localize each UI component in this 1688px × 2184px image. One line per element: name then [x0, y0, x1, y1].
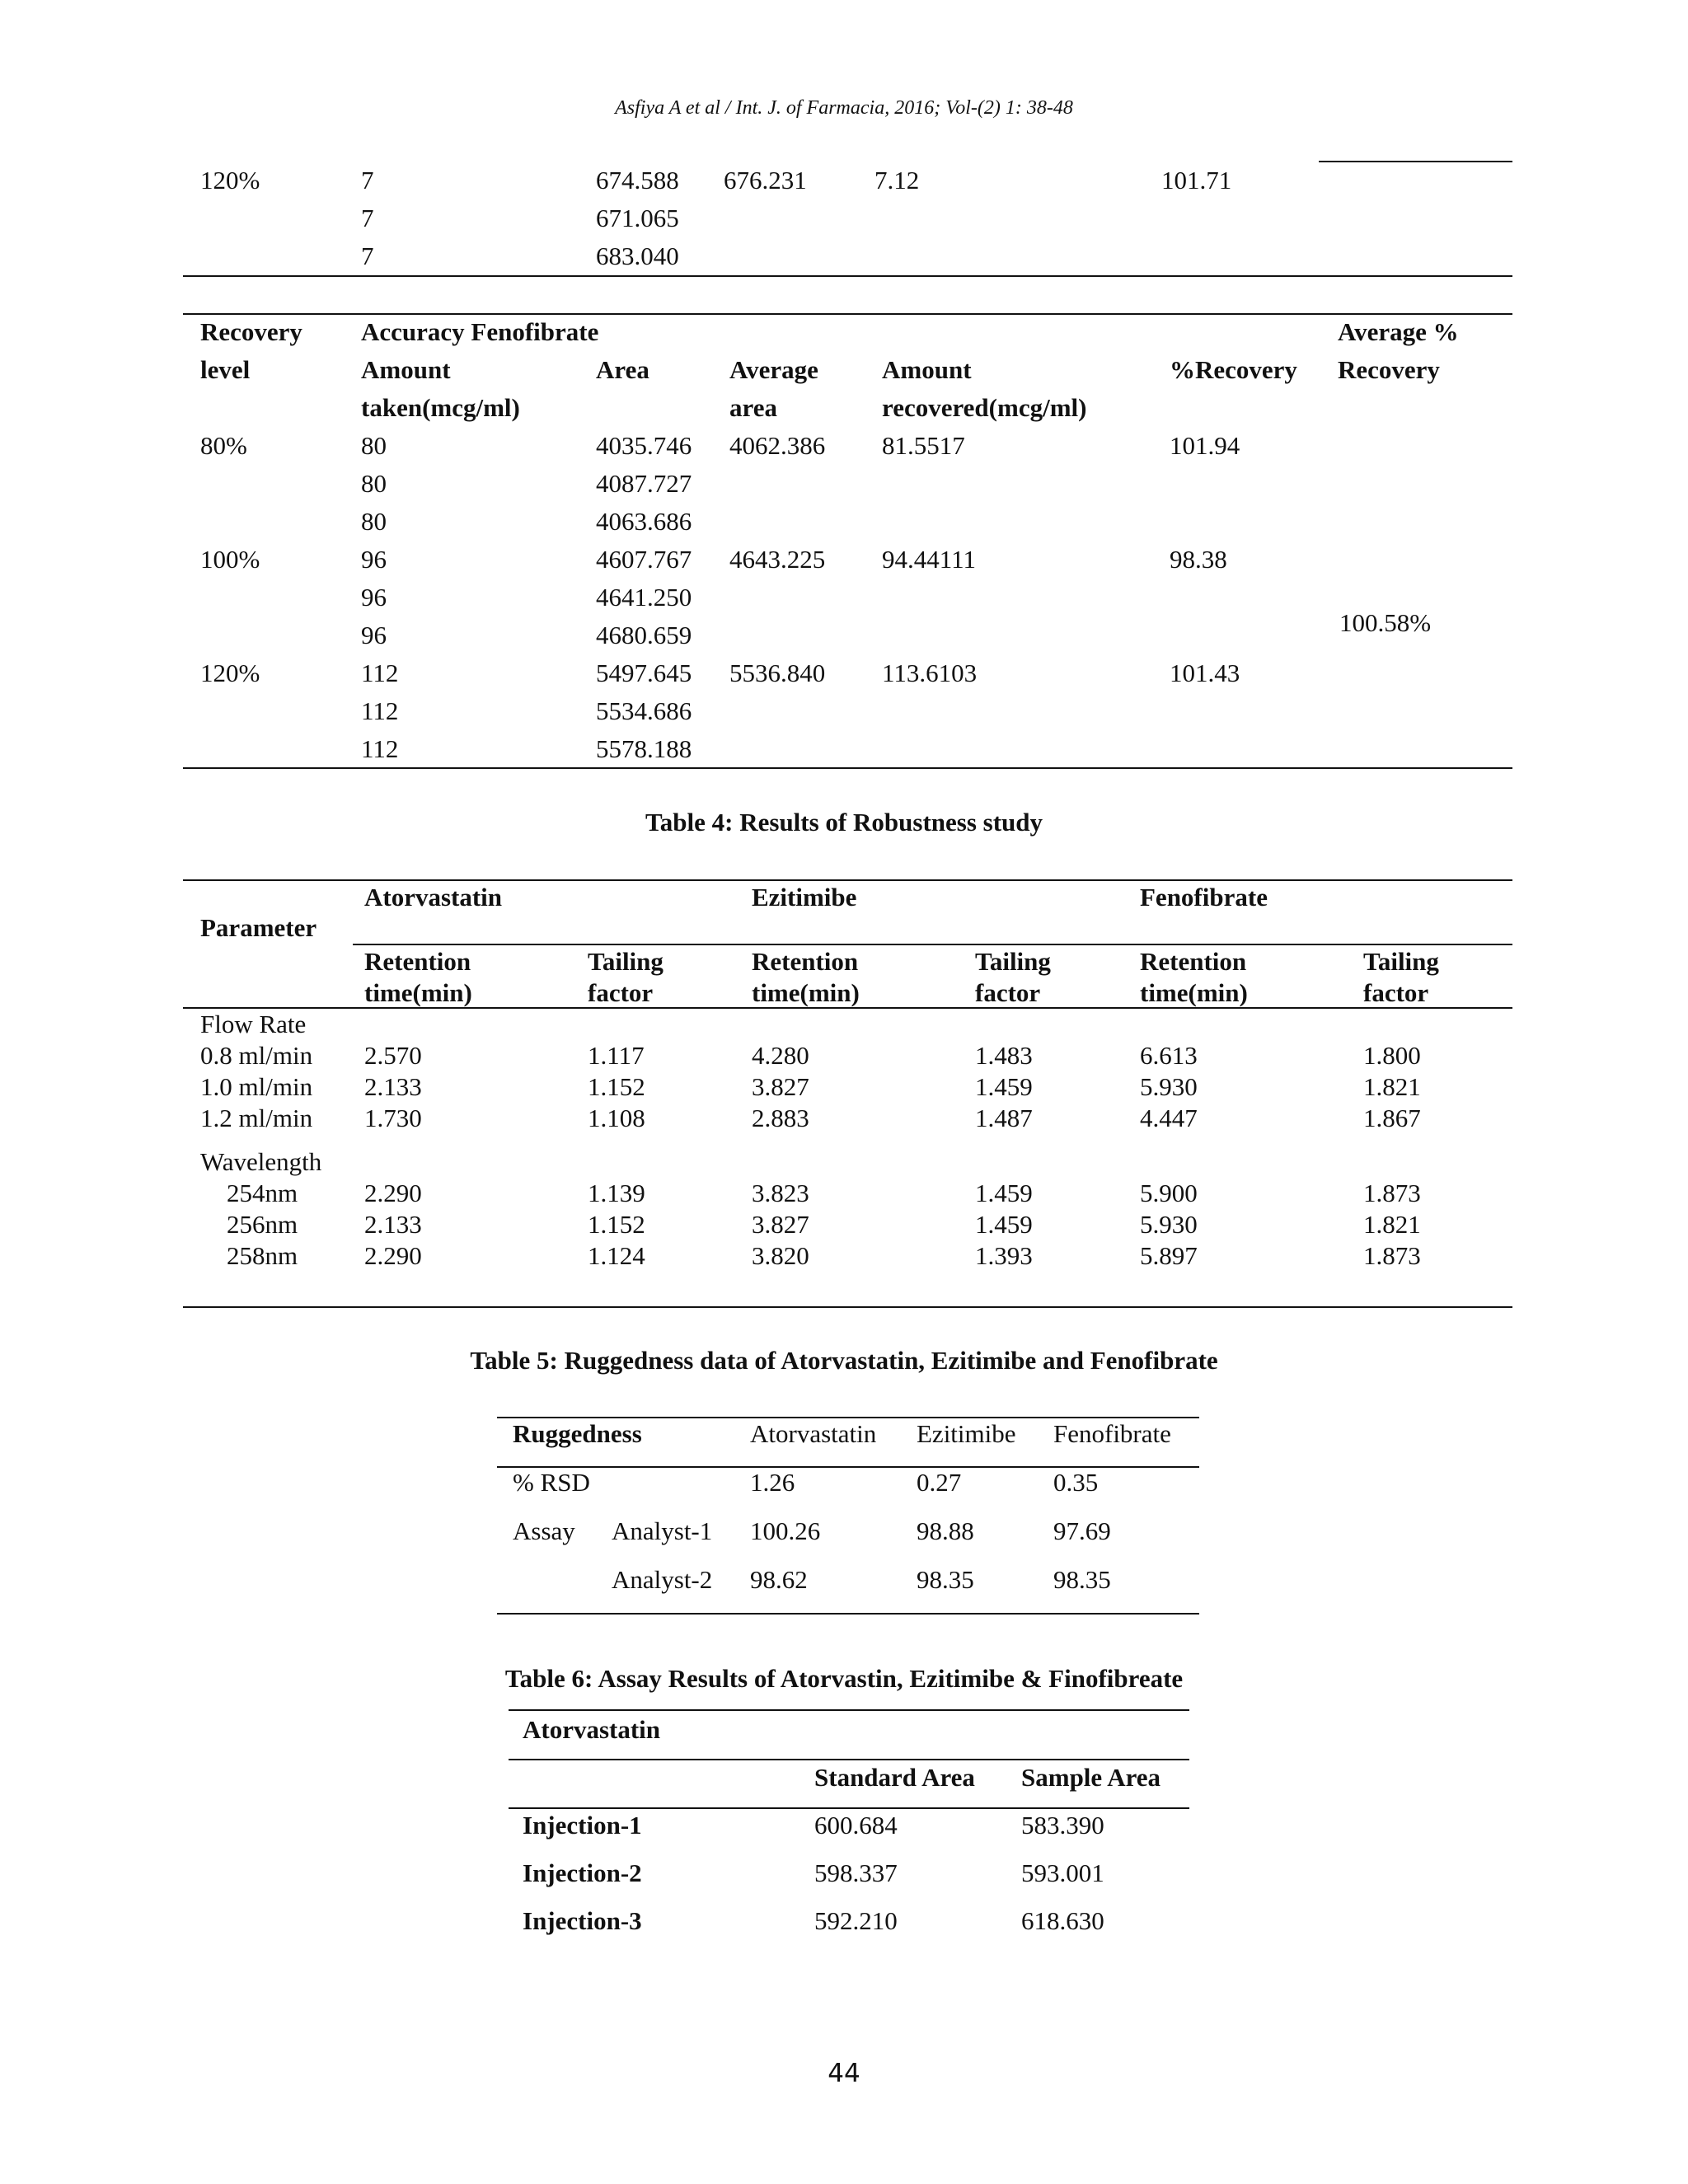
table-cell: 101.43: [1170, 658, 1240, 687]
table-cell: [200, 692, 361, 730]
table-row: [200, 1104, 1512, 1135]
header-recovery-2: Recovery: [1338, 355, 1440, 384]
table-cell: [1161, 237, 1310, 275]
table-cell: 1.139: [588, 1179, 645, 1207]
table-cell: 4.280: [752, 1041, 809, 1070]
table-cell: [882, 465, 1170, 503]
table-cell: Injection-2: [523, 1858, 642, 1887]
header-accuracy-fenofibrate: Accuracy Fenofibrate: [361, 317, 599, 346]
table-cell: 1.0 ml/min: [200, 1072, 313, 1101]
rule-table4-bottom: [183, 1306, 1512, 1308]
table-cell: 98.35: [917, 1565, 974, 1594]
table-row: [200, 692, 1503, 730]
table-cell: 4680.659: [596, 621, 692, 649]
table-cell: 3.827: [752, 1210, 809, 1239]
table-cell: [882, 503, 1170, 541]
table-cell: 598.337: [814, 1858, 898, 1887]
table-cell: 5536.840: [729, 658, 826, 687]
table-cell: 5.900: [1140, 1179, 1198, 1207]
table-cell: [874, 237, 1161, 275]
table-cell: 0.35: [1053, 1468, 1099, 1497]
table-cell: 1.821: [1363, 1072, 1421, 1101]
table-row: [200, 503, 1503, 541]
table-cell: 4062.386: [729, 431, 826, 460]
table-cell: 0.27: [917, 1468, 962, 1497]
table-cell: 1.873: [1363, 1179, 1421, 1207]
header-average-pct: Average %: [1338, 317, 1459, 346]
table6-group-atorvastatin: Atorvastatin: [523, 1715, 661, 1744]
table-cell: [1170, 730, 1338, 768]
table-cell: 112: [361, 696, 399, 725]
header-amount-recovered: Amount: [882, 355, 972, 384]
table-cell: [724, 237, 874, 275]
table-cell: [729, 579, 882, 616]
table-cell: [874, 199, 1161, 237]
rule-accuracy-bottom: [183, 767, 1512, 769]
table-cell: 113.6103: [882, 658, 978, 687]
table4-group-flow-rate: Flow Rate: [200, 1010, 307, 1038]
table-cell: 4607.767: [596, 545, 692, 574]
table-cell: 1.124: [588, 1241, 645, 1270]
header-average: Average: [729, 355, 818, 384]
table-cell: 676.231: [724, 166, 807, 194]
table-cell: [1170, 579, 1338, 616]
table-cell: 2.290: [364, 1241, 422, 1270]
table-cell: 81.5517: [882, 431, 965, 460]
table-cell: 2.133: [364, 1210, 422, 1239]
table-cell: 1.459: [975, 1072, 1033, 1101]
table-cell: 80: [361, 469, 387, 498]
table-row: [523, 1897, 1186, 1945]
table-row: [200, 1179, 1512, 1210]
table-cell: 96: [361, 583, 387, 612]
header-avg-area: area: [729, 393, 777, 422]
table-cell: 94.44111: [882, 545, 976, 574]
table-cell: 80%: [200, 431, 247, 460]
rule-table4-top: [183, 879, 1512, 881]
rule-table6-group-bottom: [509, 1759, 1189, 1760]
table-cell: 258nm: [227, 1241, 298, 1270]
table-cell: [200, 730, 361, 768]
table-cell: 96: [361, 545, 387, 574]
table-cell: 7.12: [874, 166, 920, 194]
table-cell: [200, 237, 361, 275]
table5-header-atorvastatin: Atorvastatin: [750, 1419, 877, 1448]
table6-header-sample-area: Sample Area: [1021, 1763, 1161, 1792]
table-cell: [729, 616, 882, 654]
table-cell: 254nm: [227, 1179, 298, 1207]
table-cell: 4035.746: [596, 431, 692, 460]
table-cell: [729, 465, 882, 503]
table-cell: 1.483: [975, 1041, 1033, 1070]
table-cell: 1.800: [1363, 1041, 1421, 1070]
table-cell: 5497.645: [596, 658, 692, 687]
table-row: [513, 1507, 1202, 1555]
table-row: [200, 1072, 1512, 1104]
table4-group-wavelength: Wavelength: [200, 1147, 322, 1176]
table-cell: 1.873: [1363, 1241, 1421, 1270]
table-cell: 7: [361, 204, 374, 232]
table-cell: 1.108: [588, 1104, 645, 1132]
table-cell: 1.821: [1363, 1210, 1421, 1239]
table-cell: 1.26: [750, 1468, 795, 1497]
table-cell: 2.883: [752, 1104, 809, 1132]
table-cell: Injection-1: [523, 1811, 642, 1840]
table5-header-ezitimibe: Ezitimibe: [917, 1419, 1016, 1448]
table-row: [200, 162, 1310, 199]
table4-header-tailing-fenofibrate: Tailing factor: [1363, 947, 1439, 1007]
table-cell: 1.393: [975, 1241, 1033, 1270]
table-row: [200, 199, 1310, 237]
table-cell: [882, 616, 1170, 654]
header-recovered: recovered(mcg/ml): [882, 393, 1087, 422]
table-row: [200, 237, 1310, 275]
table-cell: [1170, 465, 1338, 503]
table6: [523, 1706, 1186, 1945]
table-cell: 120%: [200, 166, 260, 194]
table-cell: 100.26: [750, 1516, 821, 1545]
table-cell: 593.001: [1021, 1858, 1104, 1887]
table-cell: 120%: [200, 658, 260, 687]
table-row: [200, 579, 1503, 616]
table-cell: 5.930: [1140, 1210, 1198, 1239]
table-cell: 98.62: [750, 1565, 808, 1594]
rule-table5-bottom: [497, 1613, 1199, 1615]
table-row: [200, 616, 1503, 654]
table-cell: 1.459: [975, 1210, 1033, 1239]
table5-caption: Table 5: Ruggedness data of Atorvastatin, Ezitimibe and Fenofibrate: [470, 1346, 1218, 1375]
header-amount: Amount: [361, 355, 451, 384]
table-cell: [1161, 199, 1310, 237]
table-row: [200, 427, 1503, 465]
continuation-table: [200, 162, 1310, 275]
table-cell: 583.390: [1021, 1811, 1104, 1840]
table-cell: 3.820: [752, 1241, 809, 1270]
table-cell: 2.290: [364, 1179, 422, 1207]
table-cell: 101.94: [1170, 431, 1240, 460]
table5-header-ruggedness: Ruggedness: [513, 1419, 642, 1448]
table-cell: 1.2 ml/min: [200, 1104, 313, 1132]
running-header: Asfiya A et al / Int. J. of Farmacia, 2016; Vol-(2) 1: 38-48: [615, 97, 1073, 119]
table-row: [200, 465, 1503, 503]
table-cell: 592.210: [814, 1906, 898, 1935]
table4-header-atorvastatin: Atorvastatin: [364, 883, 503, 912]
table-cell: 4087.727: [596, 469, 692, 498]
table-cell: 98.35: [1053, 1565, 1111, 1594]
header-area: Area: [596, 355, 649, 384]
table-cell: 100%: [200, 545, 260, 574]
table-cell: [729, 503, 882, 541]
table-row: [200, 654, 1503, 692]
table-cell: 5578.188: [596, 734, 692, 763]
table-cell: 618.630: [1021, 1906, 1104, 1935]
table5: [513, 1409, 1202, 1604]
table4-wavelength-rows: [200, 1179, 1512, 1272]
table-cell: 5534.686: [596, 696, 692, 725]
table-row: [200, 1210, 1512, 1241]
table-row: [200, 1241, 1512, 1272]
table-row: [200, 1041, 1512, 1072]
table4-header-parameter: Parameter: [200, 913, 317, 942]
table-cell: 97.69: [1053, 1516, 1111, 1545]
table-cell: [882, 692, 1170, 730]
table4-flow-rows: [200, 1041, 1512, 1135]
table-cell: 112: [361, 734, 399, 763]
header-recovery: Recovery: [200, 317, 302, 346]
table-cell: 2.133: [364, 1072, 422, 1101]
table-cell: 0.8 ml/min: [200, 1041, 313, 1070]
table-cell: 80: [361, 507, 387, 536]
table-cell: 3.827: [752, 1072, 809, 1101]
table-cell: [729, 730, 882, 768]
table-cell: 7: [361, 166, 374, 194]
table-row: [523, 1849, 1186, 1897]
table-cell: 80: [361, 431, 387, 460]
table-cell: 1.487: [975, 1104, 1033, 1132]
table4-header-fenofibrate: Fenofibrate: [1140, 883, 1268, 912]
rule-continuation-top: [1319, 161, 1512, 162]
table-row: [200, 541, 1503, 579]
rule-table4-header-bottom: [183, 1007, 1512, 1009]
table-cell: 3.823: [752, 1179, 809, 1207]
table-cell: 674.588: [596, 166, 679, 194]
table-cell: [882, 579, 1170, 616]
table-cell: 6.613: [1140, 1041, 1198, 1070]
table-cell: [729, 692, 882, 730]
table4-header-retention-atorvastatin: Retention time(min): [364, 947, 472, 1007]
table-cell: 1.117: [588, 1041, 645, 1070]
table-cell: [1170, 692, 1338, 730]
table5-analyst1-label: Analyst-1: [612, 1516, 713, 1545]
table4-header-retention-ezitimibe: Retention time(min): [752, 947, 860, 1007]
table-cell: 683.040: [596, 241, 679, 270]
table6-header-standard-area: Standard Area: [814, 1763, 975, 1792]
table-cell: [882, 730, 1170, 768]
table-cell: 98.88: [917, 1516, 974, 1545]
table-row: [513, 1555, 1202, 1604]
table-cell: [200, 503, 361, 541]
table-cell: 101.71: [1161, 166, 1232, 194]
table-cell: 96: [361, 621, 387, 649]
rule-table4-subheader: [353, 944, 1512, 945]
table-cell: 7: [361, 241, 374, 270]
table-cell: 1.459: [975, 1179, 1033, 1207]
table5-header-fenofibrate: Fenofibrate: [1053, 1419, 1171, 1448]
table-cell: 4641.250: [596, 583, 692, 612]
table-cell: [200, 616, 361, 654]
table-cell: 1.152: [588, 1210, 645, 1239]
rule-table6-header-bottom: [509, 1807, 1189, 1809]
table4-header-tailing-ezitimibe: Tailing factor: [975, 947, 1051, 1007]
table-cell: 5.897: [1140, 1241, 1198, 1270]
rule-continuation-bottom: [183, 275, 1512, 277]
header-pct-recovery: %Recovery: [1170, 355, 1297, 384]
table-cell: 671.065: [596, 204, 679, 232]
table-cell: 4063.686: [596, 507, 692, 536]
accuracy-fenofibrate-table: [200, 313, 1503, 768]
table-cell: 1.867: [1363, 1104, 1421, 1132]
table4-header-ezitimibe: Ezitimibe: [752, 883, 857, 912]
table5-assay-label: Assay: [513, 1516, 575, 1545]
table5-rsd-label: % RSD: [513, 1468, 590, 1497]
table-cell: [724, 199, 874, 237]
table-cell: 600.684: [814, 1811, 898, 1840]
table-cell: 4.447: [1140, 1104, 1198, 1132]
table-cell: [200, 579, 361, 616]
header-level: level: [200, 355, 251, 384]
table-cell: [1170, 616, 1338, 654]
table-row: [200, 730, 1503, 768]
table-cell: 256nm: [227, 1210, 298, 1239]
table6-caption: Table 6: Assay Results of Atorvastin, Ezitimibe & Finofibreate: [504, 1664, 1184, 1693]
table-cell: [1170, 503, 1338, 541]
page-number: 44: [828, 2059, 860, 2088]
table-cell: 1.152: [588, 1072, 645, 1101]
table4-header-retention-fenofibrate: Retention time(min): [1140, 947, 1248, 1007]
table-cell: Injection-3: [523, 1906, 642, 1935]
average-recovery-value: 100.58%: [1339, 608, 1432, 637]
table-cell: 112: [361, 658, 399, 687]
table-cell: 4643.225: [729, 545, 826, 574]
table-cell: [200, 465, 361, 503]
table5-analyst2-label: Analyst-2: [612, 1565, 713, 1594]
table-cell: 2.570: [364, 1041, 422, 1070]
table-cell: 5.930: [1140, 1072, 1198, 1101]
table4-caption: Table 4: Results of Robustness study: [645, 808, 1043, 837]
table-cell: 98.38: [1170, 545, 1227, 574]
table-row: [513, 1458, 1202, 1507]
header-taken: taken(mcg/ml): [361, 393, 520, 422]
rule-table5-header-bottom: [497, 1466, 1199, 1468]
table-cell: [200, 199, 361, 237]
table-cell: 1.730: [364, 1104, 422, 1132]
table4-header-tailing-atorvastatin: Tailing factor: [588, 947, 663, 1007]
